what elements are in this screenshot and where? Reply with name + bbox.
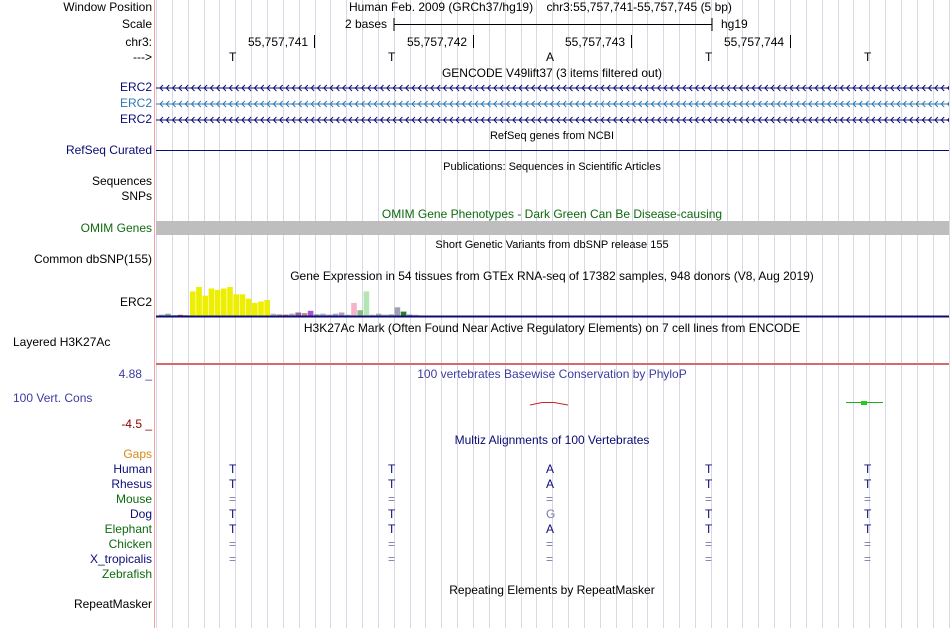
gtex-tissue-bar[interactable] [308,311,314,316]
gencode-transcript[interactable] [156,100,949,108]
alignment-base: T [229,522,237,536]
gtex-tissue-bar[interactable] [215,290,221,316]
alignment-base: = [229,537,237,551]
alignment-base: G [546,507,556,521]
species-label[interactable]: Rhesus [111,477,152,491]
alignment-base: = [229,492,237,506]
omim-label[interactable]: OMIM Genes [80,221,152,235]
reference-base: T [705,50,713,64]
gtex-tissue-bar[interactable] [357,310,363,316]
phylop-min: -4.5 _ [121,417,152,431]
gtex-tissue-bar[interactable] [221,289,227,317]
label-divider [154,0,155,628]
alignment-base: T [229,507,237,521]
species-label[interactable]: Mouse [115,492,152,506]
h3k27ac-track-title[interactable]: H3K27Ac Mark (Often Found Near Active Regulatory Elements) on 7 cell lines from ENCODE [303,321,801,335]
position-label: 55,757,741 [248,35,309,49]
alignment-base: T [705,477,713,491]
window-position-label: Window Position [63,0,152,14]
dbsnp-label[interactable]: Common dbSNP(155) [33,252,152,266]
alignment-base: = [705,552,713,566]
species-label[interactable]: Zebrafish [101,567,152,581]
species-label[interactable]: Chicken [108,537,152,551]
reference-base: T [388,50,396,64]
omim-track-title[interactable]: OMIM Gene Phenotypes - Dark Green Can Be Disease-causing [381,207,723,221]
species-label[interactable]: Human [113,462,152,476]
gtex-tissue-bar[interactable] [395,307,401,316]
alignment-base: = [546,537,554,551]
alignment-base: = [546,492,554,506]
species-label[interactable]: Elephant [104,522,152,536]
alignment-base: T [864,507,872,521]
h3k27ac-signal-line [156,363,949,365]
gtex-tissue-bar[interactable] [258,302,264,317]
alignment-base: = [864,492,872,506]
alignment-base: T [864,462,872,476]
repeatmasker-label[interactable]: RepeatMasker [73,597,152,611]
phylop-track-title[interactable]: 100 vertebrates Basewise Conservation by PhyloP [417,367,687,381]
alignment-base: = [388,552,396,566]
alignment-base: T [864,522,872,536]
gtex-tissue-bar[interactable] [246,299,252,316]
alignment-base: T [388,477,396,491]
window-position-value: Human Feb. 2009 (GRCh37/hg19) chr3:55,757,741-55,757,745 (5 bp) [349,0,732,14]
dbsnp-track-title[interactable]: Short Genetic Variants from dbSNP release 155 [435,239,669,251]
alignment-base: T [388,462,396,476]
alignment-base: = [864,552,872,566]
position-tick [790,35,791,48]
phylop-label[interactable]: 100 Vert. Cons [13,391,93,405]
alignment-base: = [705,537,713,551]
gtex-tissue-bar[interactable] [227,287,233,316]
gtex-tissue-bar[interactable] [196,287,202,316]
alignment-base: = [388,537,396,551]
alignment-base: = [864,537,872,551]
species-label[interactable]: Dog [129,507,152,521]
reference-base: A [546,50,555,64]
gtex-tissue-bar[interactable] [339,313,345,317]
gaps-label[interactable]: Gaps [123,447,152,461]
position-label: 55,757,743 [565,35,626,49]
chrom-label: chr3: [125,35,152,49]
gtex-tissue-bar[interactable] [364,291,370,316]
alignment-base: = [705,492,713,506]
alignment-base: T [229,477,237,491]
gtex-tissue-bar[interactable] [401,312,407,316]
alignment-base: T [705,522,713,536]
gtex-tissue-bar[interactable] [233,294,239,316]
position-tick [473,35,474,48]
alignment-base: T [229,462,237,476]
gtex-tissue-bar[interactable] [351,303,357,316]
alignment-base: = [388,492,396,506]
gencode-gene-label[interactable]: ERC2 [119,112,152,126]
gtex-gene-label[interactable]: ERC2 [119,295,152,309]
gtex-tissue-bar[interactable] [209,289,215,317]
gtex-tissue-bar[interactable] [190,291,196,316]
refseq-track-title[interactable]: RefSeq genes from NCBI [489,130,615,142]
alignment-base: A [546,462,555,476]
phylop-signal[interactable] [156,395,949,415]
alignment-base: T [705,507,713,521]
gtex-tissue-bar[interactable] [295,313,301,317]
alignment-base: T [388,522,396,536]
gencode-transcript[interactable] [156,84,949,92]
strand-label: ---> [133,50,152,64]
gtex-tissue-bar[interactable] [252,303,258,316]
scale-bar [392,17,716,32]
gencode-track-title[interactable]: GENCODE V49lift37 (3 items filtered out) [441,66,663,80]
publications-track-title[interactable]: Publications: Sequences in Scientific Articles [443,161,661,173]
sequences-label[interactable]: Sequences [91,174,152,188]
gencode-transcript[interactable] [156,116,949,124]
multiz-track-title[interactable]: Multiz Alignments of 100 Vertebrates [454,433,650,447]
h3k27ac-label[interactable]: Layered H3K27Ac [13,335,111,349]
scale-assembly: hg19 [721,17,748,31]
reference-base: T [864,50,872,64]
position-tick [314,35,315,48]
refseq-gene-line[interactable] [156,150,949,151]
species-label[interactable]: X_tropicalis [89,552,152,566]
snps-label[interactable]: SNPs [121,189,152,203]
gtex-tissue-bar[interactable] [202,296,208,316]
alignment-base: T [388,507,396,521]
position-label: 55,757,744 [724,35,785,49]
alignment-base: A [546,477,555,491]
phylop-max: 4.88 _ [118,367,152,381]
position-label: 55,757,742 [407,35,468,49]
omim-gene-bar[interactable] [156,221,949,235]
position-tick [631,35,632,48]
refseq-label[interactable]: RefSeq Curated [65,143,152,157]
gencode-gene-label[interactable]: ERC2 [119,96,152,110]
alignment-base: A [546,522,555,536]
scale-label: Scale [121,17,152,31]
reference-base: T [229,50,237,64]
gtex-track-title[interactable]: Gene Expression in 54 tissues from GTEx RNA-seq of 17382 samples, 948 donors (V8, Aug 2019) [290,269,814,283]
alignment-base: = [546,552,554,566]
alignment-base: T [705,462,713,476]
gtex-expression-chart[interactable] [156,284,949,318]
scale-span-text: 2 bases [345,17,388,31]
repeatmasker-track-title[interactable]: Repeating Elements by RepeatMasker [449,583,655,597]
alignment-base: = [229,552,237,566]
alignment-base: T [864,477,872,491]
gtex-tissue-bar[interactable] [240,294,246,316]
gencode-gene-label[interactable]: ERC2 [119,80,152,94]
gtex-tissue-bar[interactable] [264,300,270,316]
